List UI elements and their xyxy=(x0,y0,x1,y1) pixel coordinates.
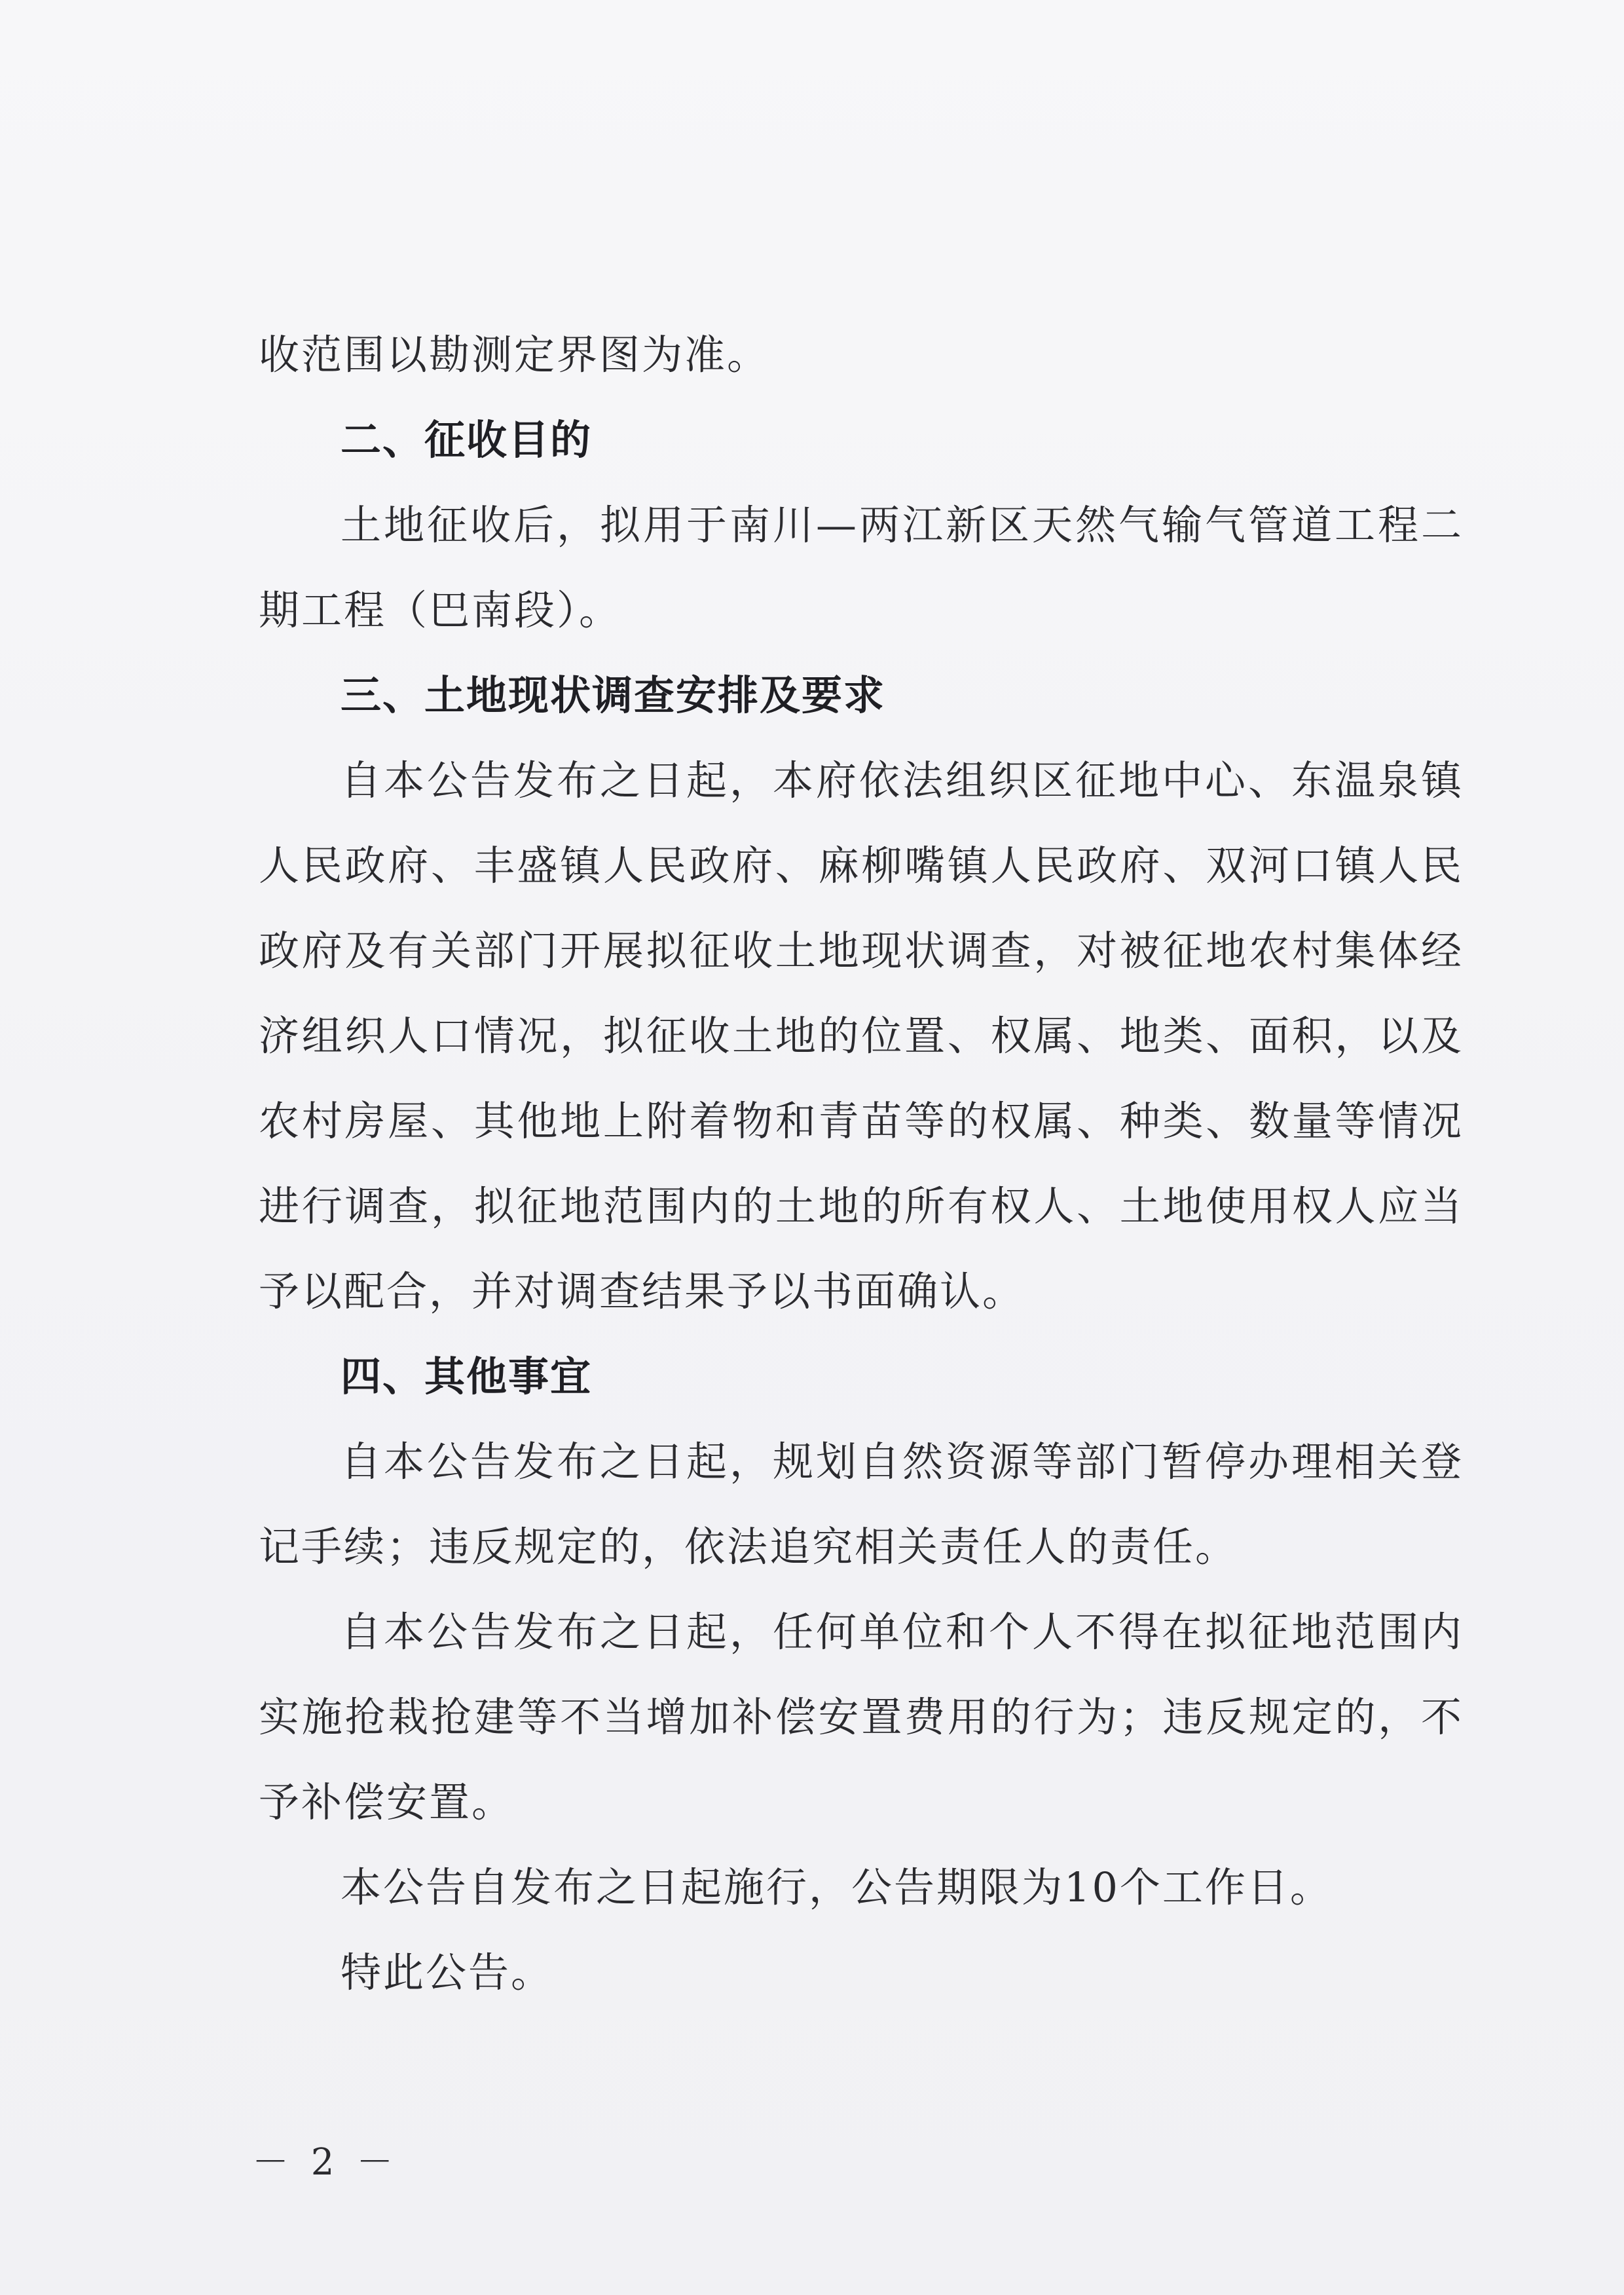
page-number: － 2 － xyxy=(252,2141,399,2184)
text-line: 实施抢栽抢建等不当增加补偿安置费用的行为；违反规定的，不 xyxy=(259,1693,1464,1741)
text-line: 进行调查，拟征地范围内的土地的所有权人、土地使用权人应当 xyxy=(259,1182,1464,1230)
section-heading: 二、征收目的 xyxy=(341,416,593,464)
text-line: 收范围以勘测定界图为准。 xyxy=(259,331,770,379)
section-heading: 四、其他事宜 xyxy=(341,1353,593,1400)
text-line: 政府及有关部门开展拟征收土地现状调查，对被征地农村集体经 xyxy=(259,927,1464,975)
text-line: 自本公告发布之日起，规划自然资源等部门暂停办理相关登 xyxy=(341,1438,1464,1485)
text-line: 自本公告发布之日起，本府依法组织区征地中心、东温泉镇 xyxy=(341,756,1464,804)
text-line: 予补偿安置。 xyxy=(259,1778,515,1826)
text-line: 予以配合，并对调查结果予以书面确认。 xyxy=(259,1267,1025,1315)
text-line: 济组织人口情况，拟征收土地的位置、权属、地类、面积，以及 xyxy=(259,1012,1464,1060)
text-line: 农村房屋、其他地上附着物和青苗等的权属、种类、数量等情况 xyxy=(259,1097,1464,1145)
text-line: 人民政府、丰盛镇人民政府、麻柳嘴镇人民政府、双河口镇人民 xyxy=(259,842,1464,889)
text-line: 土地征收后，拟用于南川—两江新区天然气输气管道工程二 xyxy=(341,501,1464,549)
text-line: 期工程（巴南段）。 xyxy=(259,586,622,634)
section-heading: 三、土地现状调查安排及要求 xyxy=(341,671,886,719)
closing-line: 特此公告。 xyxy=(341,1949,554,1996)
text-line: 本公告自发布之日起施行，公告期限为10个工作日。 xyxy=(341,1863,1333,1911)
text-line: 记手续；违反规定的，依法追究相关责任人的责任。 xyxy=(259,1523,1238,1571)
text-line: 自本公告发布之日起，任何单位和个人不得在拟征地范围内 xyxy=(341,1608,1464,1656)
